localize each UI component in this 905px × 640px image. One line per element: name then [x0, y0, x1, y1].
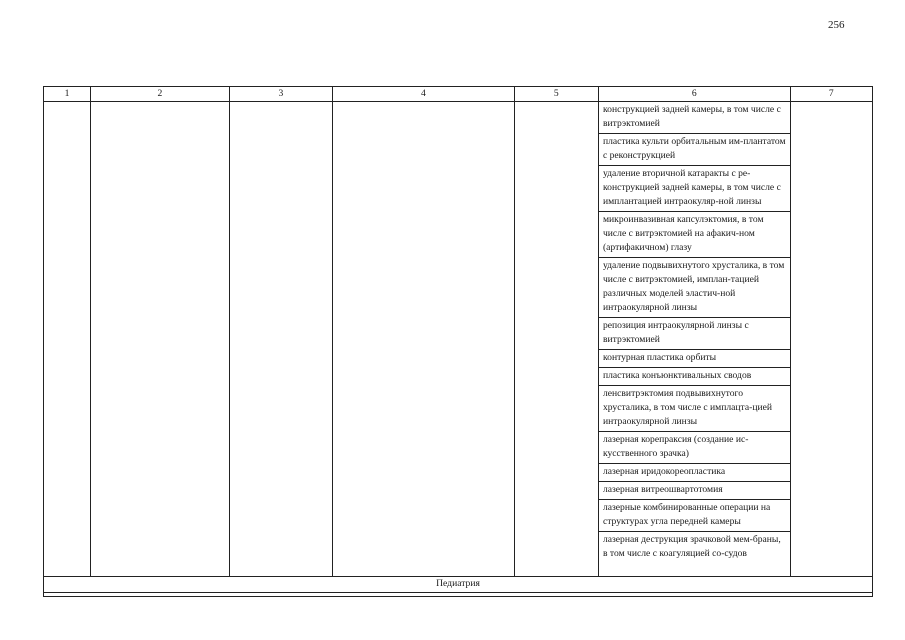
section-row — [44, 577, 873, 593]
section-underline-row — [44, 593, 873, 597]
column-number-3: 3 — [229, 87, 332, 102]
column-number-7: 7 — [790, 87, 872, 102]
table-row — [44, 102, 873, 577]
cell-col-1 — [44, 102, 91, 577]
cell-col-5 — [514, 102, 598, 577]
cell-col-7 — [790, 102, 872, 577]
column-number-6: 6 — [598, 87, 790, 102]
cell-col-3 — [229, 102, 332, 577]
operation-item: лазерная корепраксия (создание ис-кусственного зрачка) — [599, 432, 790, 464]
section-divider — [44, 593, 873, 597]
section-title: Педиатрия — [44, 577, 873, 593]
cell-col-4 — [333, 102, 515, 577]
operation-item: пластика культи орбитальным им-плантатом с реконструкцией — [599, 134, 790, 166]
operation-item: удаление вторичной катаракты с ре-конструкцией задней камеры, в том числе с имплантацией интраокуляр-ной линзы — [599, 166, 790, 212]
column-number-row — [44, 87, 873, 102]
medical-procedures-table — [43, 86, 873, 597]
operation-item: репозиция интраокулярной линзы с витрэктомией — [599, 318, 790, 350]
column-number-2: 2 — [91, 87, 230, 102]
cell-col-2 — [91, 102, 230, 577]
cell-col-6-operations — [598, 102, 790, 577]
operation-item: микроинвазивная капсулэктомия, в том числе с витрэктомией на афакич-ном (артифакичном) глазу — [599, 212, 790, 258]
operation-item: удаление подвывихнутого хрусталика, в том числе с витрэктомией, имплан-тацией различных моделей эластич-ной интраокулярной линзы — [599, 258, 790, 318]
operation-item: пластика конъюнктивальных сводов — [599, 368, 790, 386]
column-number-4: 4 — [333, 87, 515, 102]
operation-item: лазерная витреошвартотомия — [599, 482, 790, 500]
operation-item: лазерные комбинированные операции на структурах угла передней камеры — [599, 500, 790, 532]
operations-list — [599, 102, 790, 563]
page-number: 256 — [828, 19, 845, 31]
operation-item: контурная пластика орбиты — [599, 350, 790, 368]
operation-item: лазерная деструкция зрачковой мем-браны, в том числе с коагуляцией со-судов — [602, 534, 781, 559]
operation-item: лазерная иридокореопластика — [599, 464, 790, 482]
column-number-5: 5 — [514, 87, 598, 102]
operation-item: конструкцией задней камеры, в том числе с витрэктомией — [599, 102, 790, 134]
column-number-1: 1 — [44, 87, 91, 102]
operation-item: ленсвитрэктомия подвывихнутого хрусталика, в том числе с имплацта-цией интраокулярной линзы — [599, 386, 790, 432]
